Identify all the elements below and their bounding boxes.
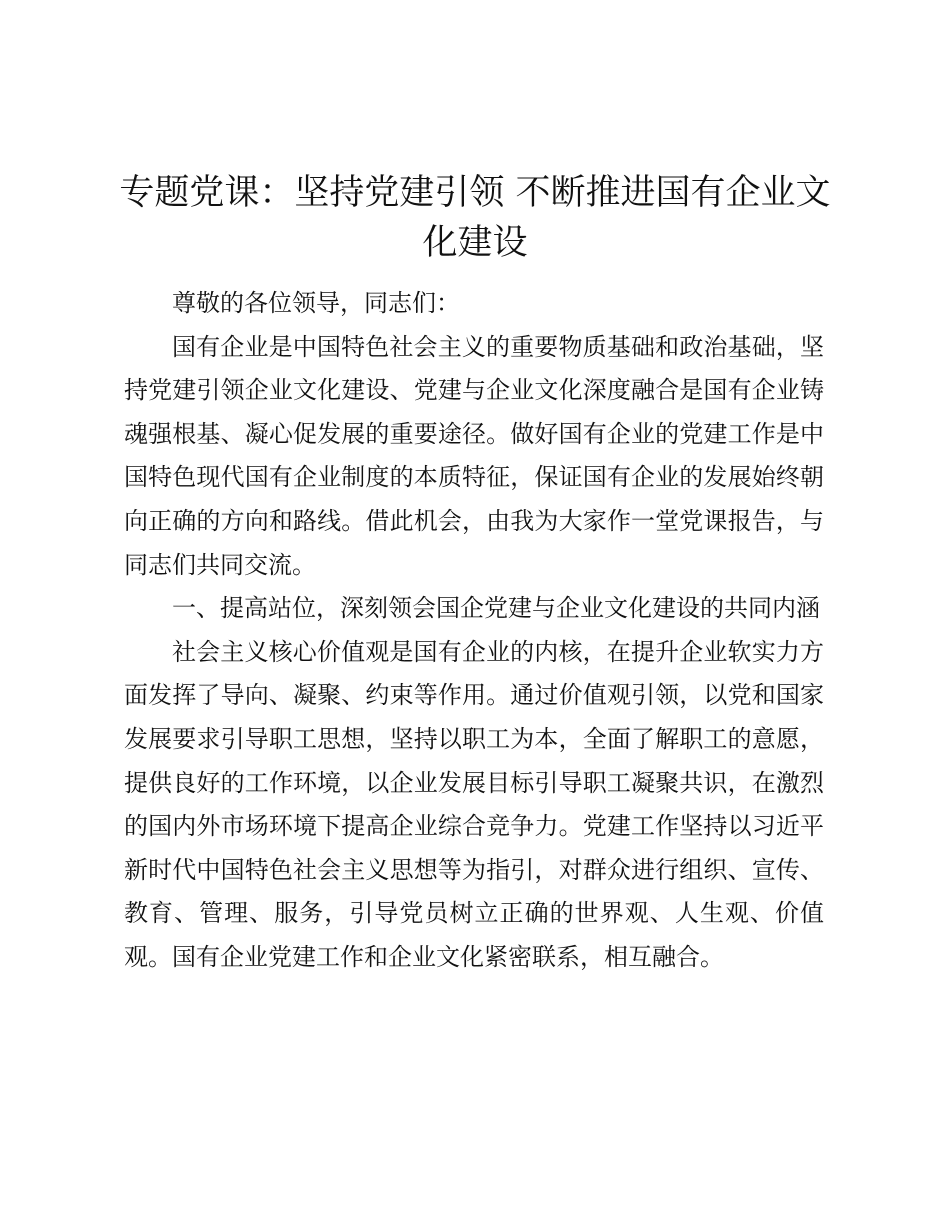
section-1-paragraph: 社会主义核心价值观是国有企业的内核，在提升企业软实力方面发挥了导向、凝聚、约束等作用。通过价值观引领，以党和国家发展要求引导职工思想，坚持以职工为本，全面了解职工的意愿，提供良好的工作环境，以企业发展目标引导职工凝聚共识，在激烈的国内外市场环境下提高企业综合竞争力。党建工作坚持以习近平新时代中国特色社会主义思想等为指引，对群众进行组织、宣传、教育、管理、服务，引导党员树立正确的世界观、人生观、价值观。国有企业党建工作和企业文化紧密联系，相互融合。: [124, 637, 824, 971]
section-heading-1: 一、提高站位，深刻领会国企党建与企业文化建设的共同内涵: [172, 594, 820, 623]
intro-paragraph: 国有企业是中国特色社会主义的重要物质基础和政治基础，坚持党建引领企业文化建设、党建与企业文化深度融合是国有企业铸魂强根基、凝心促发展的重要途径。做好国有企业的党建工作是中国特色现代国有企业制度的本质特征，保证国有企业的发展始终朝向正确的方向和路线。借此机会，由我为大家作一堂党课报告，与同志们共同交流。: [124, 332, 824, 579]
salutation-paragraph: 尊敬的各位领导，同志们：: [172, 289, 460, 317]
document-body: [124, 282, 824, 980]
document-title: 专题党课：坚持党建引领 不断推进国有企业文化建设: [119, 173, 831, 263]
